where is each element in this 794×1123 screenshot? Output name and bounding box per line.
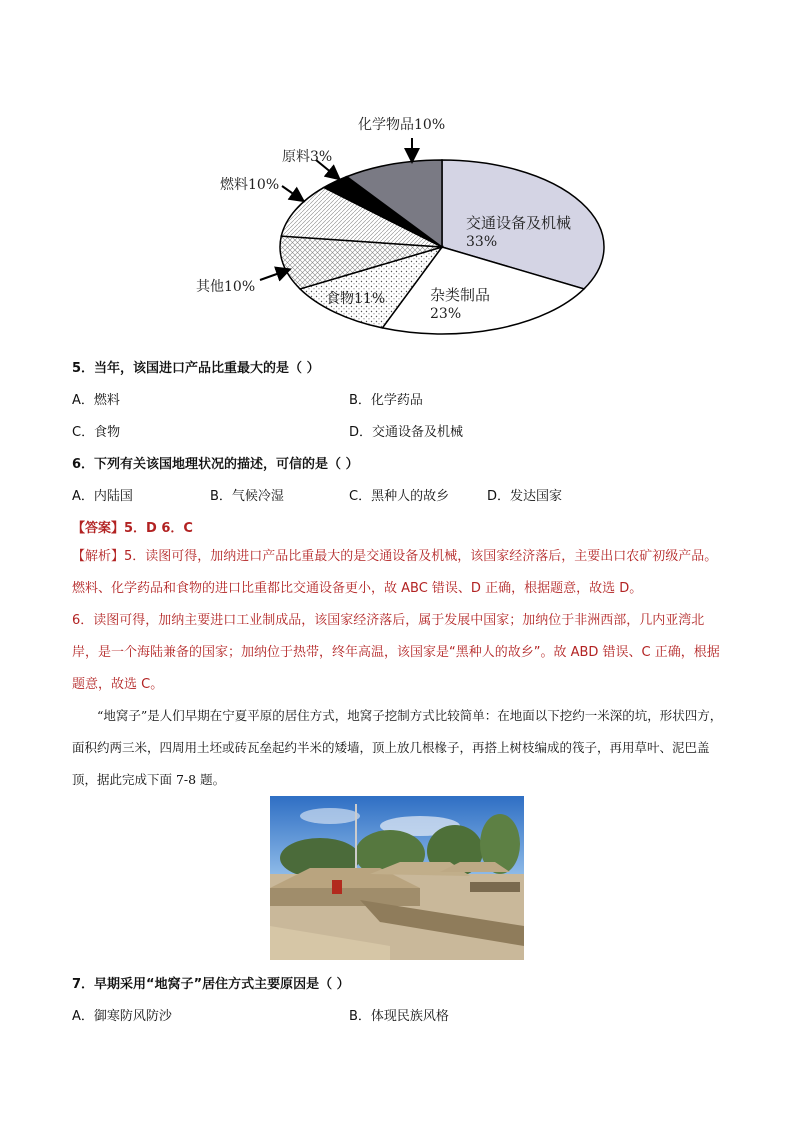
- explanation-6: 6．读图可得，加纳主要进口工业制成品，该国家经济落后，属于发展中国家；加纳位于非洲西部，几内亚湾北岸，是一个海陆兼备的国家；加纳位于热带，终年高温，该国家是“黑种人的故乡”。故 ABD 错误、C 正确，根据题意，故选 C。: [72, 613, 720, 692]
- answer-line: 【答案】5．D 6．C: [72, 521, 193, 536]
- label-other: 其他10%: [196, 279, 256, 295]
- intro-paragraph: “地窝子”是人们早期在宁夏平原的居住方式，地窝子挖制方式比较简单：在地面以下挖约一米深的坑，形状四方，面积约两三米，四周用土坯或砖瓦垒起约半米的矮墙，顶上放几根椽子，再搭上树枝编成的筏子，再用草叶、泥巴盖顶，据此完成下面 7-8 题。: [72, 708, 723, 787]
- label-misc: 杂类制品: [430, 286, 491, 304]
- q7-option-a: A．御寒防风防沙: [72, 1009, 172, 1024]
- dugout-photo: [270, 796, 524, 960]
- label-transport-value: 33%: [466, 234, 498, 250]
- q6-option-a: A．内陆国: [72, 489, 133, 504]
- q6-option-c: C．黑种人的故乡: [349, 489, 450, 504]
- q6-option-d: D．发达国家: [487, 489, 563, 504]
- q5-option-a: A．燃料: [72, 393, 120, 408]
- label-transport: 交通设备及机械: [466, 214, 572, 232]
- arrow-other: [260, 270, 288, 280]
- q6-stem: 6．下列有关该国地理状况的描述，可信的是（ ）: [72, 457, 359, 472]
- pie-chart: [190, 100, 630, 340]
- q5-option-c: C．食物: [72, 425, 121, 440]
- label-raw: 原料3%: [282, 149, 333, 165]
- q5-option-d: D．交通设备及机械: [349, 425, 464, 440]
- q7-option-b: B．体现民族风格: [349, 1009, 449, 1024]
- label-fuel: 燃料10%: [220, 177, 280, 193]
- label-misc-value: 23%: [430, 306, 462, 322]
- explanation-5: 【解析】5．读图可得，加纳进口产品比重最大的是交通设备及机械，该国家经济落后，主要出口农矿初级产品。燃料、化学药品和食物的进口比重都比交通设备更小，故 ABC 错误、D 正确，根据题意，故选 D。: [72, 549, 718, 596]
- q5-stem: 5．当年，该国进口产品比重最大的是（ ）: [72, 361, 320, 376]
- arrow-fuel: [282, 186, 302, 200]
- q6-option-b: B．气候冷湿: [210, 489, 284, 504]
- q7-stem: 7．早期采用“地窝子”居住方式主要原因是（ ）: [72, 977, 350, 992]
- label-chemical: 化学物品10%: [358, 117, 446, 133]
- q5-option-b: B．化学药品: [349, 393, 423, 408]
- label-food: 食物11%: [326, 291, 386, 307]
